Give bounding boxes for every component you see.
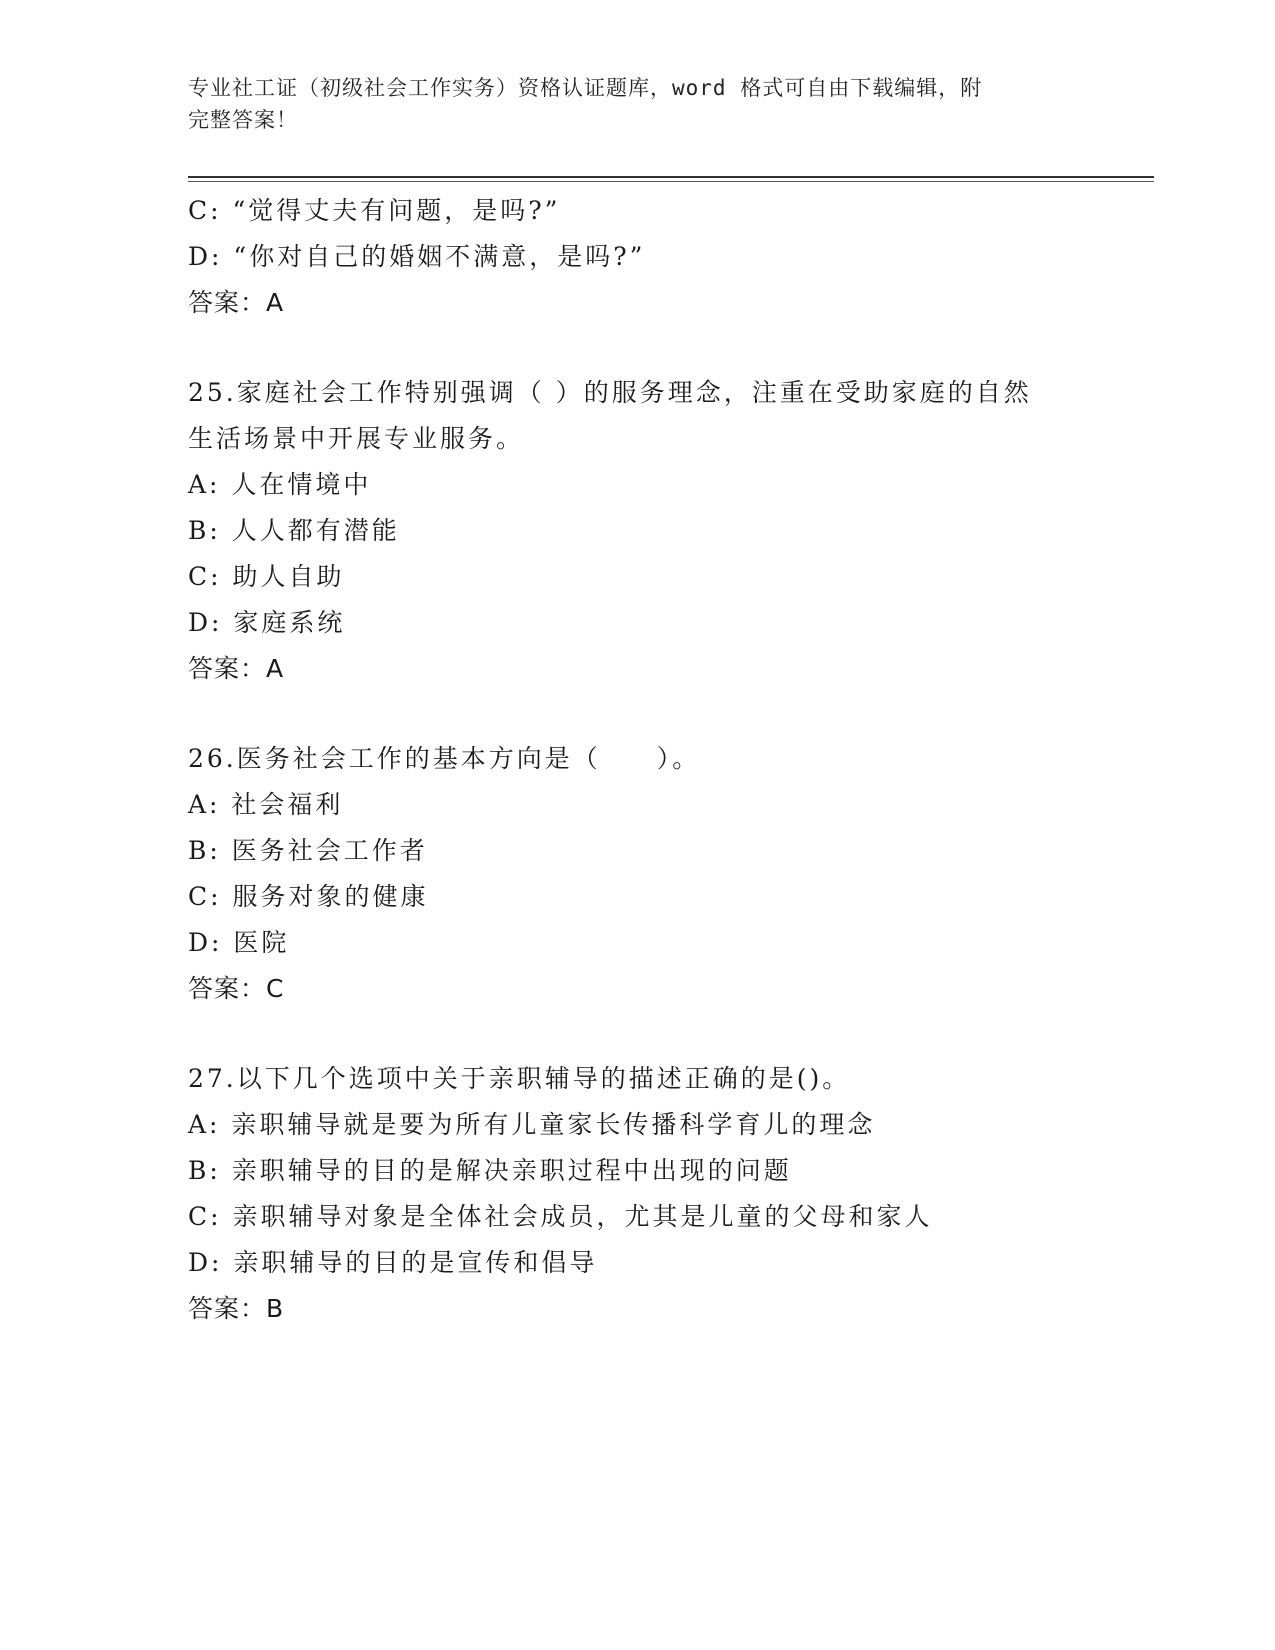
- answer-line: 答案：B: [188, 1294, 285, 1323]
- question-26: [188, 736, 1088, 1012]
- answer-line: 答案：C: [188, 974, 285, 1003]
- question-list: [188, 188, 1088, 1332]
- answer-line: 答案：A: [188, 288, 285, 317]
- option-c: C: 服务对象的健康: [188, 882, 429, 911]
- document-header: [188, 72, 1068, 136]
- option-a: A: 社会福利: [188, 790, 344, 819]
- question-stem: 27.以下几个选项中关于亲职辅导的描述正确的是()。: [188, 1064, 851, 1093]
- option-c: C: “觉得丈夫有问题，是吗?”: [188, 196, 561, 225]
- option-a: A: 人在情境中: [188, 470, 372, 499]
- option-b: B: 人人都有潜能: [188, 516, 400, 545]
- question-stem-cont: 生活场景中开展专业服务。: [188, 424, 525, 453]
- question-stem: 25.家庭社会工作特别强调（ ）的服务理念，注重在受助家庭的自然: [188, 378, 1032, 407]
- option-d: D: “你对自己的婚姻不满意，是吗?”: [188, 242, 646, 271]
- option-d: D: 家庭系统: [188, 608, 346, 637]
- question-24-continuation: [188, 188, 1088, 326]
- header-divider: [188, 176, 1154, 178]
- option-c: C: 助人自助: [188, 562, 345, 591]
- option-b: B: 医务社会工作者: [188, 836, 428, 865]
- header-line-2: 完整答案！: [188, 108, 298, 132]
- header-divider-thin: [188, 181, 1154, 182]
- option-d: D: 医院: [188, 928, 290, 957]
- option-c: C: 亲职辅导对象是全体社会成员，尤其是儿童的父母和家人: [188, 1202, 933, 1231]
- header-line-1: 专业社工证（初级社会工作实务）资格认证题库，word 格式可自由下载编辑，附: [188, 76, 983, 100]
- question-27: [188, 1056, 1088, 1332]
- answer-line: 答案：A: [188, 654, 285, 683]
- question-25: [188, 370, 1088, 692]
- option-a: A: 亲职辅导就是要为所有儿童家长传播科学育儿的理念: [188, 1110, 876, 1139]
- question-stem: 26.医务社会工作的基本方向是（ ）。: [188, 744, 701, 773]
- option-d: D: 亲职辅导的目的是宣传和倡导: [188, 1248, 598, 1277]
- option-b: B: 亲职辅导的目的是解决亲职过程中出现的问题: [188, 1156, 792, 1185]
